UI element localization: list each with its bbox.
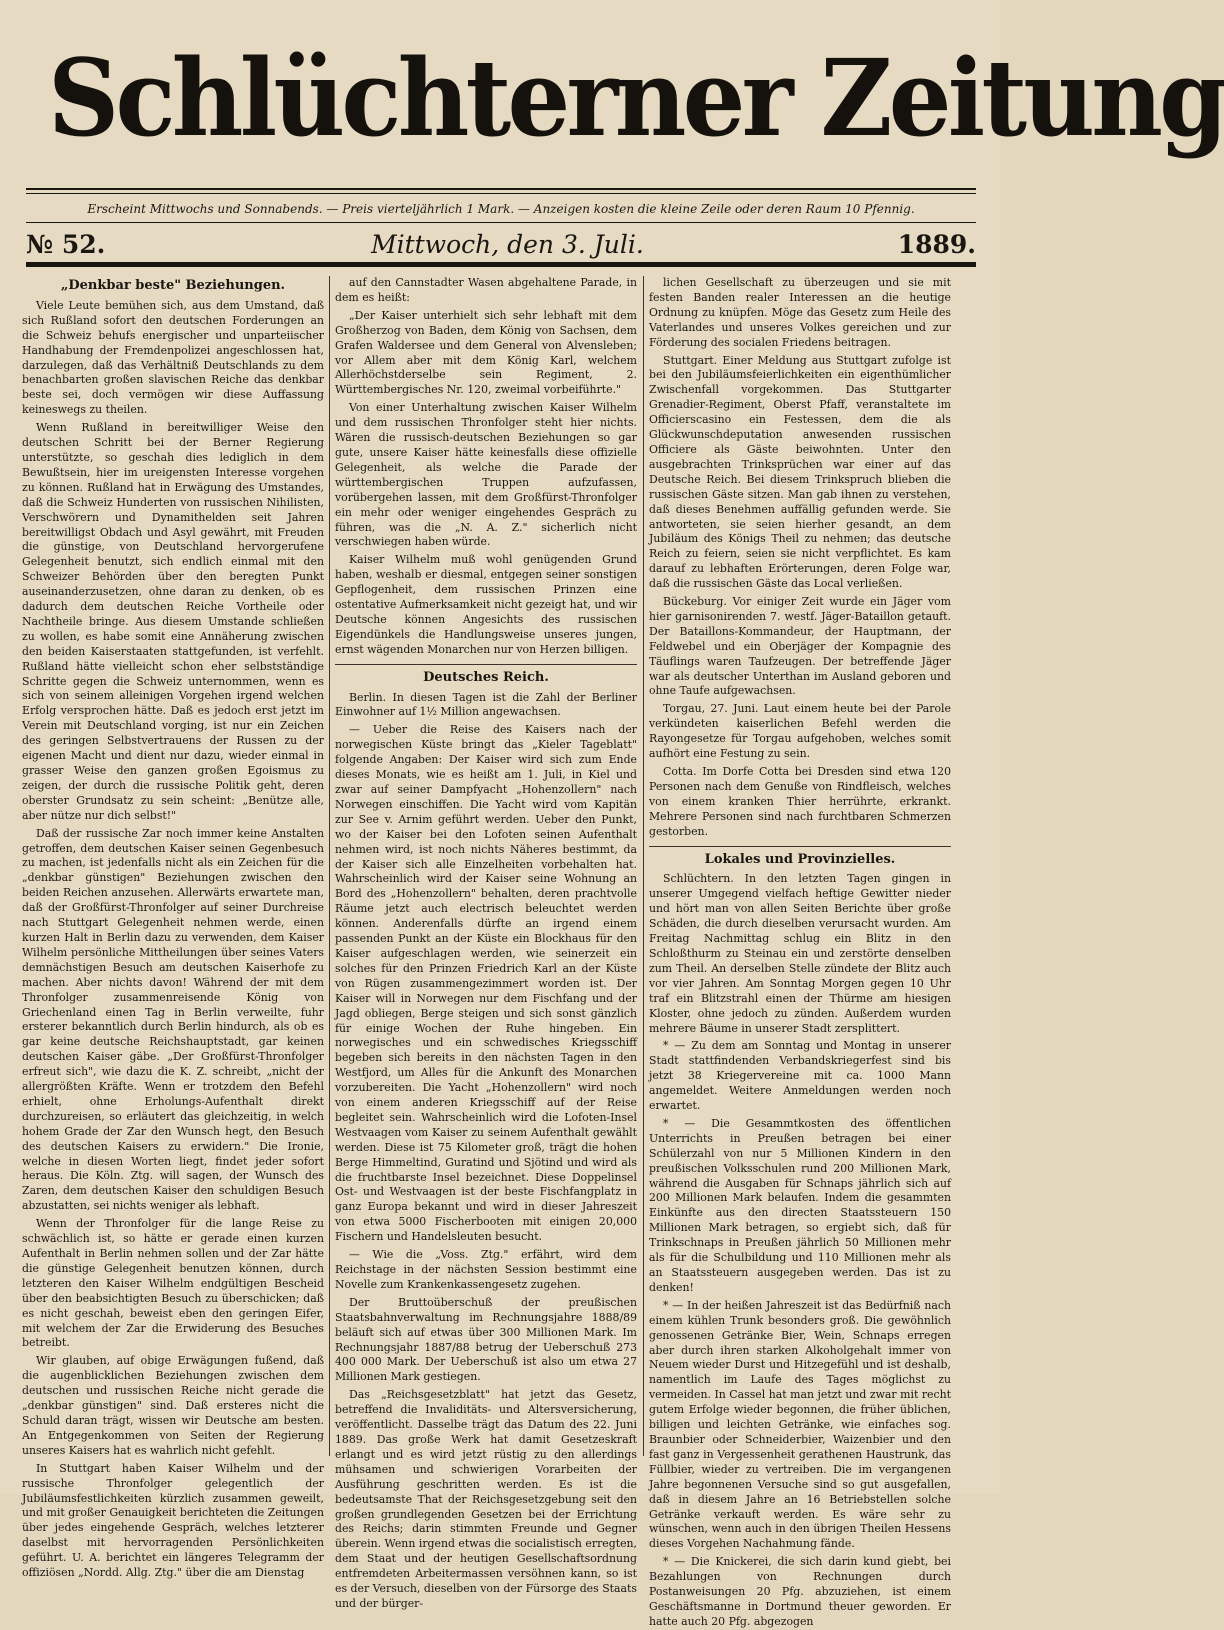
- article-paragraph: Torgau, 27. Juni. Laut einem heute bei der Parole verkündeten kaiserlichen Befehl werden die Rayongesetze für Torgau aufgehoben, welches somit aufhört eine Festung zu sein.: [649, 702, 951, 761]
- article-paragraph: In Stuttgart haben Kaiser Wilhelm und der russische Thronfolger gelegentlich der Jubiläumsfestlichkeiten kürzlich zusammen geweilt, und mit großer Genauigkeit berichteten die Zeitungen über jedes eingehende Gespräch, welches letzterer daselbst mit hervorragenden Persönlichkeiten geführt. U. A. berichtet ein längeres Telegramm der offiziösen „Nordd. Allg. Ztg." über die am Dienstag: [22, 1461, 324, 1580]
- article-paragraph: auf den Cannstadter Wasen abgehaltene Parade, in dem es heißt:: [335, 276, 637, 304]
- article-paragraph: * — Die Gesammtkosten des öffentlichen Unterrichts in Preußen betragen bei einer Schülerzahl von nur 5 Millionen Kindern in den preußischen Volksschulen rund 200 Millionen Mark, während die Ausgaben für Schnaps jährlich sich auf 200 Millionen Mark belaufen. Indem die gesammten Einkünfte aus den directen Staatssteuern 150 Millionen Mark betragen, so ergiebt sich, daß für Trinkschnaps in Preußen jährlich 50 Millionen mehr als für die Schulbildung und 110 Millionen mehr als an Staatssteuern ausgegeben werden. Das ist zu denken!: [649, 1116, 951, 1294]
- newspaper-title: Schlüchterner Zeitung: [48, 35, 1224, 160]
- column-1: [22, 276, 324, 1580]
- section-rule: [335, 664, 637, 665]
- section-heading: Lokales und Provinzielles.: [704, 851, 896, 867]
- article-paragraph: „Der Kaiser unterhielt sich sehr lebhaft mit dem Großherzog von Baden, dem König von Sachsen, dem Grafen Waldersee und dem General von Alvensleben; vor Allem aber mit dem König Karl, welchem Allerhöchstderselbe sein Regiment, 2. Württembergisches Nr. 120, zweimal vorbeiführte.": [335, 308, 637, 397]
- column-divider: [643, 276, 644, 1456]
- header-thick-rule: [26, 262, 976, 267]
- article-paragraph: Von einer Unterhaltung zwischen Kaiser Wilhelm und dem russischen Thronfolger steht hier nichts. Wären die russisch-deutschen Beziehungen so gar gute, unsere Kaiser hätte keinesfalls diese offizielle Gelegenheit, als welche die Parade der württembergischen Truppen aufzufassen, vorübergehen lassen, mit dem Großfürst-Thronfolger ein mehr oder weniger eingehendes Gespräch zu führen, was die „N. A. Z." sicherlich nicht verschwiegen haben würde.: [335, 401, 637, 549]
- masthead-rule-thin: [26, 193, 976, 194]
- article-paragraph: Viele Leute bemühen sich, aus dem Umstand, daß sich Rußland sofort den deutschen Forderungen an die Schweiz behufs energischer und unparteiischer Handhabung der Fremdenpolizei angeschlossen hat, darzulegen, daß das Verhältniß Deutschlands zu dem benachbarten großen slavischen Reiche das denkbar beste sei, doch vermögen wir diese Auffassung keineswegs zu theilen.: [22, 298, 324, 417]
- article-paragraph: * — Die Knickerei, die sich darin kund giebt, bei Bezahlungen von Rechnungen durch Postanweisungen 20 Pfg. abzuziehen, ist einem Geschäftsmanne in Dortmund theuer geworden. Er hatte auch 20 Pfg. abgezogen: [649, 1555, 951, 1628]
- column-2: [335, 276, 637, 1610]
- subscription-line: Erscheint Mittwochs und Sonnabends. — Preis vierteljährlich 1 Mark. — Anzeigen kosten die kleine Zeile oder deren Raum 10 Pfennig.: [87, 202, 915, 216]
- masthead: [14, 14, 1224, 182]
- column-3: [649, 276, 951, 1628]
- subline-rule: [26, 222, 976, 223]
- article-paragraph: Wenn Rußland in bereitwilliger Weise den deutschen Schritt bei der Berner Regierung unterstützte, so geschah dies lediglich in dem Bewußtsein, hier im ureigensten Interesse vorgehen zu können. Rußland hat in Erwägung des Umstandes, daß die Schweiz Hunderten von russischen Nihilisten, Verschwörern und Dynamithelden seit Jahren bereitwilligst Obdach und Asyl gewährt, mit Freuden die günstige, von Deutschland hervorgerufene Gelegenheit benutzt, sich endlich einmal mit den Schweizer Behörden über den beregten Punkt auseinanderzusetzen, ohne daran zu denken, ob es dadurch dem deutschen Reiche Vortheile oder Nachtheile bringe. Aus diesem Umstande schließen zu wollen, es habe somit eine Annäherung zwischen den beiden Kaiserstaaten stattgefunden, ist verfehlt. Rußland hätte vielleicht schon eher selbstständige Schritte gegen die Schweiz unternommen, wenn es sich von seinem alleinigen Vorgehen irgend welchen Erfolg versprochen hätte. Daß es jedoch erst jetzt im Verein mit Deutschland vorging, ist nur ein Zeichen des geringen Selbstvertrauens der Russen zu der eigenen Macht und dient nur dazu, wieder einmal in grasser Weise den ganzen großen Egoismus zu zeigen, der durch die russische Politik geht, deren oberster Grundsatz zu sein scheint: „Benütze alle, aber nütze nur dich selbst!": [22, 421, 324, 822]
- column-divider: [329, 276, 330, 1456]
- article-paragraph: Das „Reichsgesetzblatt" hat jetzt das Gesetz, betreffend die Invaliditäts- und Altersversicherung, veröffentlicht. Dasselbe trägt das Datum des 22. Juni 1889. Das große Werk hat damit Gesetzeskraft erlangt und es wird jetzt rüstig zu den allerdings mühsamen und schwierigen Vorarbeiten der Ausführung geschritten werden. Es ist die bedeutsamste That der Reichsgesetzgebung seit den großen grundlegenden Gesetzen bei der Errichtung des Reichs; darin stimmten Freunde und Gegner überein. Wenn irgend etwas die socialistisch erregten, dem Staat und der heutigen Gesellschaftsordnung entfremdeten Arbeitermassen versöhnen kann, so ist es der Versuch, dieselben von der Fürsorge des Staats und der bürger-: [335, 1388, 637, 1610]
- article-paragraph: Stuttgart. Einer Meldung aus Stuttgart zufolge ist bei den Jubiläumsfeierlichkeiten ein eigenthümlicher Zwischenfall vorgekommen. Das Stuttgarter Grenadier-Regiment, Oberst Pfaff, veranstaltete im Officierscasino ein Festessen, dem die als Glückwunschdeputation anwesenden russischen Officiere als Gäste beiwohnten. Unter den ausgebrachten Trinksprüchen war einer auf das Deutsche Reich. Bei diesem Trinkspruch blieben die russischen Gäste sitzen. Man gab ihnen zu verstehen, daß dieses Benehmen auffällig gefunden werde. Sie antworteten, sie seien hierher gesandt, an dem Jubiläum des Königs Theil zu nehmen; das deutsche Reich zu feiern, seien sie nicht verpflichtet. Es kam darauf zu lebhaften Erörterungen, deren Folge war, daß die russischen Gäste das Local verließen.: [649, 353, 951, 591]
- article-paragraph: Berlin. In diesen Tagen ist die Zahl der Berliner Einwohner auf 1½ Million angewachsen.: [335, 690, 637, 719]
- article-paragraph: * — In der heißen Jahreszeit ist das Bedürfniß nach einem kühlen Trunk besonders groß. Die gewöhnlich genossenen Getränke Bier, Wein, Schnaps erregen aber durch ihren starken Alkoholgehalt immer von Neuem wieder Durst und Hitzegefühl und ist deshalb, namentlich im Laufe des Tages möglichst zu vermeiden. In Cassel hat man jetzt und zwar mit recht gutem Erfolge wieder begonnen, die früher üblichen, billigen und leichten Getränke, wie einfaches sog. Braunbier oder Schneiderbier, Waizenbier und den fast ganz in Vergessenheit gerathenen Haustrunk, das Füllbier, wieder zu vertreiben. Die im vergangenen Jahre begonnenen Versuche sind so gut ausgefallen, daß in diesem Jahre an 16 Betriebstellen solche Getränke verkauft werden. Es wäre sehr zu wünschen, wenn auch in den übrigen Theilen Hessens dieses Vorgehen Nachahmung fände.: [649, 1298, 951, 1551]
- article-paragraph: — Ueber die Reise des Kaisers nach der norwegischen Küste bringt das „Kieler Tageblatt" folgende Angaben: Der Kaiser wird sich zum Ende dieses Monats, wie es heißt am 1. Juli, in Kiel und zwar auf seiner Dampfyacht „Hohenzollern" nach Norwegen einschiffen. Die Yacht wird vom Kapitän zur See v. Arnim geführt werden. Ueber den Punkt, wo der Kaiser bei den Lofoten seinen Aufenthalt nehmen wird, ist noch nichts Näheres bestimmt, da der Kaiser sich alle Einzelheiten vorbehalten hat. Wahrscheinlich wird der Kaiser seine Wohnung an Bord des „Hohenzollern" behalten, deren prachtvolle Räume jetzt auch electrisch beleuchtet werden können. Anderenfalls dürfte an irgend einem passenden Punkt an der Küste ein Blockhaus für den Kaiser aufgeschlagen werden, wie seinerzeit ein solches für den Prinzen Friedrich Karl an der Küste von Rügen zusammengezimmert worden ist. Der Kaiser will in Norwegen nur dem Fischfang und der Jagd obliegen, Berge steigen und sich sonst gänzlich für einige Wochen der Ruhe hingeben. Ein norwegisches und ein schwedisches Kriegsschiff begeben sich bereits in den nächsten Tagen in den Westfjord, um Alles für die Ankunft des Monarchen vorzubereiten. Die Yacht „Hohenzollern" wird noch von einem anderen Kriegsschiff auf der Reise begleitet sein. Wahrscheinlich wird die Lofoten-Insel Westvaagen vom Kaiser zu seinem Aufenthalt gewählt werden. Diese ist 75 Kilometer groß, trägt die hohen Berge Himmeltind, Guratind und Sjötind und wird als die fruchtbarste Insel bezeichnet. Diese Doppelinsel Ost- und Westvaagen ist der beste Fischfangplatz in ganz Europa bekannt und wird in dieser Jahreszeit von etwa 5000 Fischerbooten mit einigen 20,000 Fischern und Handelsleuten besucht.: [335, 723, 637, 1244]
- section-heading: Deutsches Reich.: [423, 669, 549, 685]
- article-paragraph: lichen Gesellschaft zu überzeugen und sie mit festen Banden realer Interessen an die heutige Ordnung zu knüpfen. Möge das Gesetz zum Heile des Vaterlandes und unseres Volkes gereichen und zur Förderung des socialen Friedens beitragen.: [649, 276, 951, 349]
- issue-year: 1889.: [897, 230, 976, 259]
- issue-line: [26, 226, 976, 262]
- section-rule: [649, 846, 951, 847]
- article-paragraph: Daß der russische Zar noch immer keine Anstalten getroffen, dem deutschen Kaiser seinen Gegenbesuch zu machen, ist jedenfalls nicht als ein Zeichen für die „denkbar günstigen" Beziehungen zwischen den beiden Reichen anzusehen. Allerwärts erwartete man, daß der Großfürst-Thronfolger auf seiner Durchreise nach Stuttgart Gelegenheit nehmen werde, einen kurzen Halt in Berlin dazu zu verwenden, dem Kaiser Wilhelm persönliche Mittheilungen über seines Vaters demnächstigen Besuch am deutschen Kaiserhofe zu machen. Aber nichts davon! Während der mit dem Thronfolger zusammenreisende König von Griechenland einen Tag in Berlin verweilte, fuhr ersterer bekanntlich durch Berlin hindurch, als ob es gar keine deutsche Reichshauptstadt, gar keinen deutschen Kaiser gäbe. „Der Großfürst-Thronfolger erfreut sich", wie dazu die K. Z. schreibt, „nicht der allergrößten Kräfte. Wenn er trotzdem den Befehl erhielt, ohne Erholungs-Aufenthalt direkt durchzureisen, so erläutert das gleichzeitig, in welch hohem Grade der Zar den Wunsch hegt, den Besuch des deutschen Kaisers zu erwidern." Die Ironie, welche in diesen Worten liegt, findet jeder sofort heraus. Die Köln. Ztg. will sagen, der Wunsch des Zaren, dem deutschen Kaiser den schuldigen Besuch abzustatten, sei nichts weniger als lebhaft.: [22, 826, 324, 1213]
- masthead-rule: [26, 188, 976, 190]
- article-paragraph: Bückeburg. Vor einiger Zeit wurde ein Jäger vom hier garnisonirenden 7. westf. Jäger-Bataillon getauft. Der Bataillons-Kommandeur, der Hauptmann, der Feldwebel und ein Oberjäger der Kompagnie des Täuflings waren Taufzeugen. Der betreffende Jäger war als deutscher Unterthan im Ausland geboren und ohne Taufe aufgewachsen.: [649, 595, 951, 698]
- article-paragraph: Wenn der Thronfolger für die lange Reise zu schwächlich ist, so hätte er gerade einen kurzen Aufenthalt in Berlin nehmen sollen und der Zar hätte die günstige Gelegenheit benutzen können, durch letzteren den Kaiser Wilhelm endgültigen Bescheid über den beabsichtigten Besuch zu überschicken; daß es nicht geschah, beweist eben den geringen Eifer, mit welchem der Zar die Erwiderung des Besuches betreibt.: [22, 1217, 324, 1350]
- article-paragraph: Schlüchtern. In den letzten Tagen gingen in unserer Umgegend vielfach heftige Gewitter nieder und hört man von allen Seiten Berichte über große Schäden, die durch dieselben verursacht wurden. Am Freitag Nachmittag schlug ein Blitz in den Schloßthurm zu Steinau ein und zerstörte denselben zum Theil. An derselben Stelle zündete der Blitz auch vor vier Jahren. Am Sonntag Morgen gegen 10 Uhr traf ein Blitzstrahl einen der Thürme am hiesigen Kloster, ohne jedoch zu zünden. Außerdem wurden mehrere Bäume in unserer Stadt zersplittert.: [649, 872, 951, 1035]
- article-paragraph: Der Bruttoüberschuß der preußischen Staatsbahnverwaltung im Rechnungsjahre 1888/89 beläuft sich auf etwas über 300 Millionen Mark. Im Rechnungsjahr 1887/88 betrug der Ueberschuß 273 400 000 Mark. Der Ueberschuß ist also um etwa 27 Millionen Mark gestiegen.: [335, 1295, 637, 1384]
- article-paragraph: Wir glauben, auf obige Erwägungen fußend, daß die augenblicklichen Beziehungen zwischen dem deutschen und russischen Reiche nicht gerade die „denkbar günstigen" sind. Daß ersteres nicht die Schuld daran trägt, wissen wir Deutsche am besten. An Entgegenkommen von Seiten der Regierung unseres Kaisers hat es wahrlich nicht gefehlt.: [22, 1354, 324, 1457]
- article-paragraph: Cotta. Im Dorfe Cotta bei Dresden sind etwa 120 Personen nach dem Genuße von Rindfleisch, welches von einem kranken Thier herrührte, erkrankt. Mehrere Personen sind nach furchtbaren Schmerzen gestorben.: [649, 765, 951, 838]
- article-paragraph: Kaiser Wilhelm muß wohl genügenden Grund haben, weshalb er diesmal, entgegen seiner sonstigen Gepflogenheit, dem russischen Prinzen eine ostentative Aufmerksamkeit nicht gezeigt hat, und wir Deutsche können Angesichts des russischen Eigendünkels die Handlungsweise unseres jungen, ernst wägenden Monarchen nur von Herzen billigen.: [335, 553, 637, 656]
- article-heading: „Denkbar beste" Beziehungen.: [60, 278, 286, 293]
- article-paragraph: * — Zu dem am Sonntag und Montag in unserer Stadt stattfindenden Verbandskriegerfest sind bis jetzt 38 Kriegervereine mit ca. 1000 Mann angemeldet. Weitere Anmeldungen werden noch erwartet.: [649, 1039, 951, 1113]
- article-paragraph: — Wie die „Voss. Ztg." erfährt, wird dem Reichstage in der nächsten Session bestimmt eine Novelle zum Krankenkassengesetz zugehen.: [335, 1248, 637, 1291]
- issue-number: № 52.: [26, 230, 106, 259]
- issue-date: Mittwoch, den 3. Juli.: [371, 230, 644, 259]
